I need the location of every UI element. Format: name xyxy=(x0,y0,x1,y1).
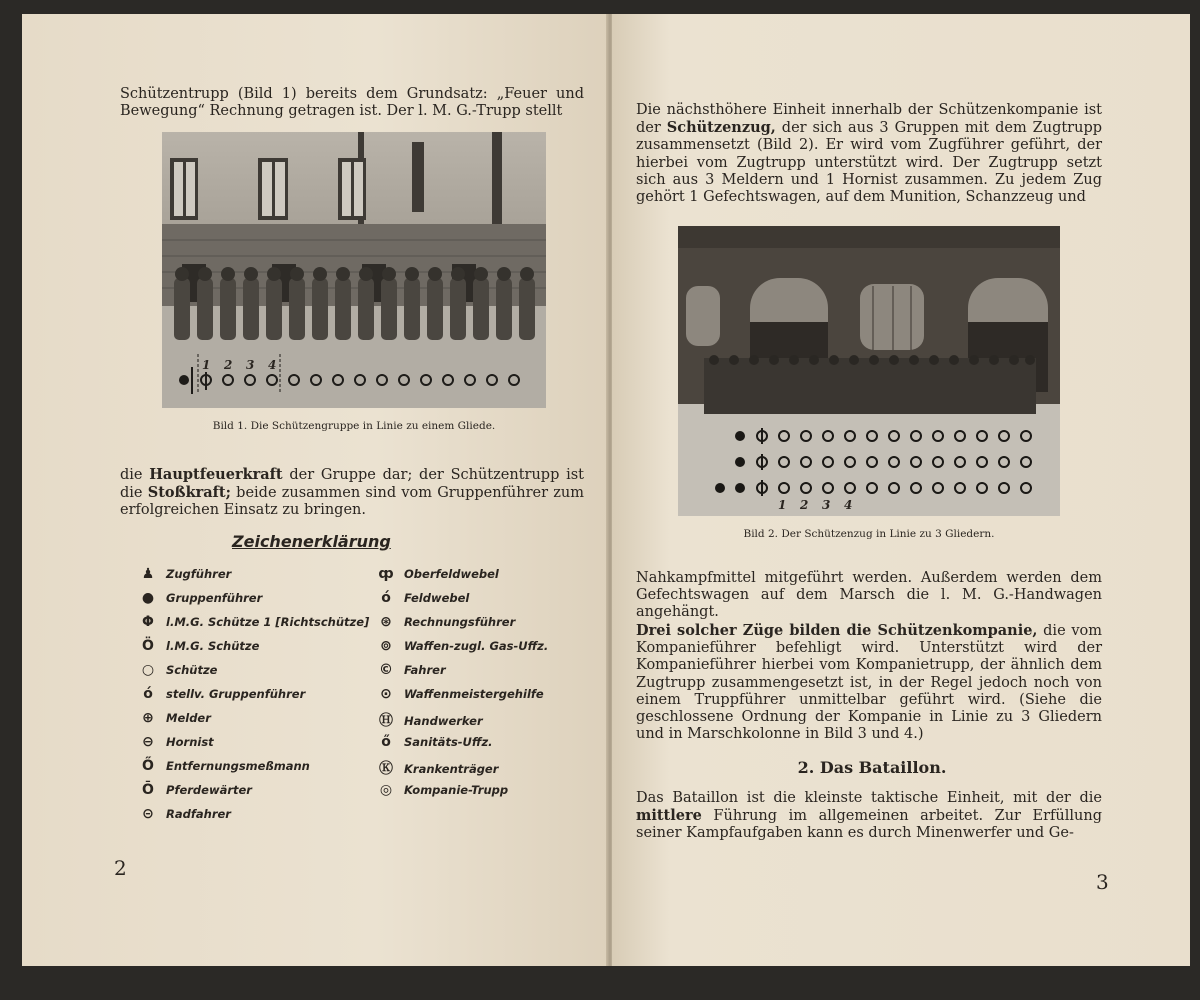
right-page xyxy=(612,14,1190,966)
legend-item: Ⓗ Handwerker xyxy=(379,713,483,729)
legend-item: ◎ Kompanie-Trupp xyxy=(379,782,509,798)
fig1-label-2: 2 xyxy=(224,358,233,372)
legend-item: ⊖ Hornist xyxy=(142,734,214,750)
stosskraft-term: Stoßkraft; xyxy=(147,484,231,502)
hauptfeuerkraft-term: Hauptfeuerkraft xyxy=(149,466,283,483)
legend-item: ⊝ Radfahrer xyxy=(142,806,231,822)
legend-item: Φ l.M.G. Schütze 1 [Richtschütze] xyxy=(142,614,370,630)
legend-item: ⊚ Waffen-zugl. Gas-Uffz. xyxy=(380,638,549,654)
legend-item: ő Sanitäts-Uffz. xyxy=(381,734,493,750)
right-para3-rest: die vom Kompanieführer befehligt wird. Unterstützt wird der Kompanieführer hierbei vom Kompanietrupp, der ähnlich dem Zugtrupp zusammengesetzt ist, in der Regel jedoch noch von einem Truppführer unmittelbar geführt wird. (Siehe die geschlossene Ordnung der Kompanie in Linie zu 3 Gliedern und in Marschkolonne in Bild 3 und 4.) xyxy=(636,623,1102,743)
fig2-label-1: 1 xyxy=(778,498,787,512)
fig1-label-1: 1 xyxy=(202,358,211,372)
left-para-2 xyxy=(120,466,584,520)
right-para1-rest: der sich aus 3 Gruppen mit dem Zugtrupp zusammensetzt (Bild 2). Er wird vom Zugführer geführt, der hierbei vom Zugtrupp unterstützt wird. Der Zugtrupp setzt sich aus 3 Meldern und 1 Hornist zusammen. Zu jedem Zug gehört 1 Gefechtswagen, auf dem Munition, Schanzzeug und xyxy=(636,120,1103,206)
legend-item: ȹ Oberfeldwebel xyxy=(378,566,499,582)
left-page-number: 2 xyxy=(114,856,127,880)
right-para4-rest: Führung im allgemeinen arbeitet. Zur Erfüllung seiner Kampfaufgaben kann es durch Minenwerfer und Ge- xyxy=(636,808,1102,842)
legend-item: ⊕ Melder xyxy=(142,710,211,726)
fig2-label-2: 2 xyxy=(800,498,809,512)
legend-item: Ő Entfernungsmeßmann xyxy=(142,758,310,774)
para2-pre: die xyxy=(120,467,150,483)
legend-item: ♟ Zugführer xyxy=(141,566,232,582)
legend-item: Ō Pferdewärter xyxy=(142,782,252,798)
legend-item: ○ Schütze xyxy=(141,662,218,678)
legend-title: Zeichenerklärung xyxy=(232,532,391,551)
legend-item: ó stellv. Gruppenführer xyxy=(143,686,306,702)
mittlere-term: mittlere xyxy=(636,807,702,825)
figure-1-caption: Bild 1. Die Schützengruppe in Linie zu einem Gliede. xyxy=(212,420,496,432)
fig2-label-3: 3 xyxy=(822,498,831,512)
para2-post: beide zusammen sind vom Gruppenführer zum erfolgreichen Einsatz zu bringen. xyxy=(120,485,584,519)
fig2-label-4: 4 xyxy=(844,498,853,512)
figure-2-photo xyxy=(678,226,1060,516)
para2-mid: der Gruppe dar; der Schützentrupp ist die xyxy=(120,467,584,502)
figure-2-image xyxy=(678,226,1060,516)
legend-item: © Fahrer xyxy=(379,662,446,678)
legend-item: Ö l.M.G. Schütze xyxy=(142,638,260,654)
right-para4-pre: Das Bataillon ist die kleinste taktische Einheit, mit der die xyxy=(636,790,1102,806)
figure-1-photo xyxy=(162,132,546,408)
right-para-2: Nahkampfmittel mitgeführt werden. Außerdem werden dem Gefechtswagen auf dem Marsch die l. M. G.-Handwagen angehängt. xyxy=(636,570,1102,621)
figure-1-image xyxy=(162,132,546,408)
fig1-label-3: 3 xyxy=(246,358,255,372)
legend-item: ● Gruppenführer xyxy=(141,590,263,606)
schuetzenzug-term: Schützenzug, xyxy=(666,119,776,137)
right-para-3 xyxy=(636,622,1102,743)
right-page-number: 3 xyxy=(1096,870,1109,894)
fig1-label-4: 4 xyxy=(268,358,277,372)
legend-item: ⊙ Waffenmeistergehilfe xyxy=(380,686,544,702)
schuetzenkompanie-term: Drei solcher Züge bilden die Schützenkompanie, xyxy=(636,622,1038,639)
section-heading-bataillon: 2. Das Bataillon. xyxy=(797,758,947,777)
left-page xyxy=(22,14,610,966)
legend-item: Ⓚ Krankenträger xyxy=(379,761,499,777)
legend-item: ⊛ Rechnungsführer xyxy=(380,614,516,630)
right-para-1 xyxy=(636,102,1102,206)
right-para1-text: Die nächsthöhere Einheit innerhalb der Schützenkompanie ist der xyxy=(636,102,1102,137)
figure-2-caption: Bild 2. Der Schützenzug in Linie zu 3 Gliedern. xyxy=(743,528,995,540)
left-para-1: Schützentrupp (Bild 1) bereits dem Grundsatz: „Feuer und Bewegung“ Rechnung getragen ist. Der l. M. G.-Trupp stellt xyxy=(120,86,584,120)
legend-item: ó Feldwebel xyxy=(381,590,470,606)
right-para-4 xyxy=(636,790,1102,843)
